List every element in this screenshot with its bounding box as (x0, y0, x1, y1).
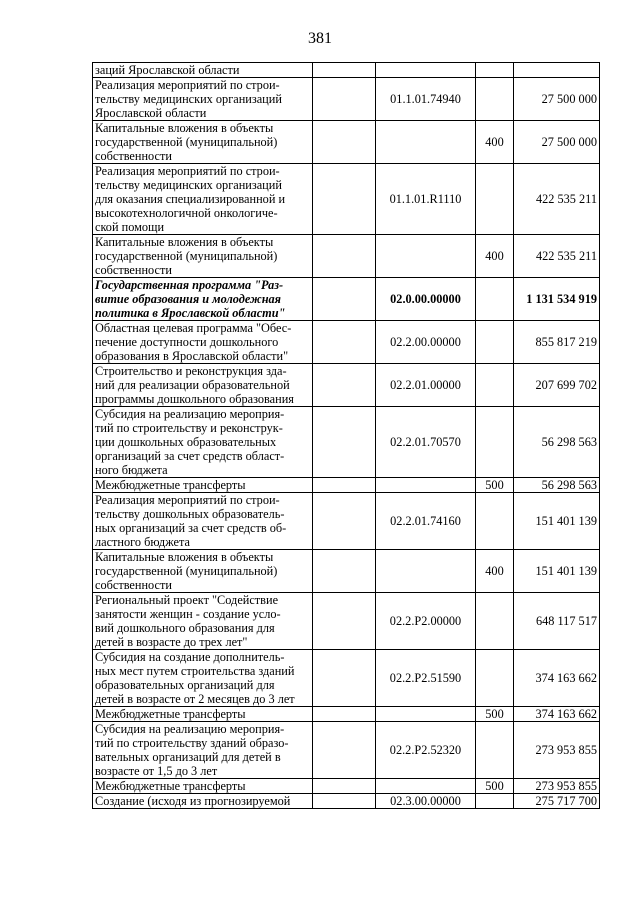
row-amount: 56 298 563 (514, 407, 600, 478)
row-expense-type (476, 407, 514, 478)
row-name-line: вий дошкольного образования для (95, 621, 275, 635)
row-name-line: Межбюджетные трансферты (95, 478, 246, 492)
table-row (93, 78, 600, 121)
row-code (376, 478, 476, 493)
row-name (93, 364, 313, 407)
row-name (93, 278, 313, 321)
row-name (93, 550, 313, 593)
row-code (376, 235, 476, 278)
row-name-line: ных организаций за счет средств об- (95, 521, 287, 535)
row-name-line: тельству дошкольных образователь- (95, 507, 285, 521)
row-name-line: печение доступности дошкольного (95, 335, 279, 349)
table-row (93, 235, 600, 278)
table-row (93, 779, 600, 794)
row-name-line: Субсидия на реализацию мероприя- (95, 722, 285, 736)
row-amount: 27 500 000 (514, 121, 600, 164)
row-code (376, 63, 476, 78)
row-ministry (313, 550, 376, 593)
row-name-line: собственности (95, 263, 172, 277)
row-code: 02.0.00.00000 (376, 278, 476, 321)
row-ministry (313, 779, 376, 794)
row-name-line: Государственная программа "Раз- (95, 278, 284, 292)
row-amount: 855 817 219 (514, 321, 600, 364)
row-amount: 273 953 855 (514, 779, 600, 794)
row-name-line: Строительство и реконструкция зда- (95, 364, 287, 378)
row-expense-type: 400 (476, 550, 514, 593)
row-name-line: Межбюджетные трансферты (95, 779, 246, 793)
row-amount: 27 500 000 (514, 78, 600, 121)
row-name-line: Капитальные вложения в объекты (95, 550, 274, 564)
row-code: 02.2.P2.00000 (376, 593, 476, 650)
row-name-line: Ярославской области (95, 106, 207, 120)
row-name-line: Реализация мероприятий по строи- (95, 78, 280, 92)
row-code: 02.2.01.00000 (376, 364, 476, 407)
row-name-line: организаций за счет средств област- (95, 449, 285, 463)
row-name-line: Региональный проект "Содействие (95, 593, 279, 607)
row-name-line: тельству медицинских организаций (95, 178, 282, 192)
row-amount: 422 535 211 (514, 164, 600, 235)
row-name-line: для оказания специализированной и (95, 192, 286, 206)
row-name-line: Реализация мероприятий по строи- (95, 164, 280, 178)
row-ministry (313, 78, 376, 121)
table-row (93, 493, 600, 550)
row-name-line: собственности (95, 578, 172, 592)
row-ministry (313, 164, 376, 235)
row-expense-type: 500 (476, 478, 514, 493)
row-expense-type (476, 78, 514, 121)
row-name (93, 650, 313, 707)
row-name-line: высокотехнологичной онкологиче- (95, 206, 278, 220)
row-name-line: тий по строительству зданий образо- (95, 736, 289, 750)
table-row (93, 722, 600, 779)
table-row (93, 407, 600, 478)
table-row (93, 794, 600, 809)
table-row (93, 593, 600, 650)
row-ministry (313, 593, 376, 650)
row-ministry (313, 794, 376, 809)
row-name-line: государственной (муниципальной) (95, 249, 278, 263)
row-ministry (313, 650, 376, 707)
row-expense-type: 500 (476, 779, 514, 794)
row-name-line: Создание (исходя из прогнозируемой (95, 794, 291, 808)
row-expense-type (476, 593, 514, 650)
row-code (376, 707, 476, 722)
row-amount: 374 163 662 (514, 650, 600, 707)
row-ministry (313, 493, 376, 550)
table-row (93, 550, 600, 593)
table-row (93, 707, 600, 722)
table-row (93, 164, 600, 235)
row-code (376, 121, 476, 164)
row-name (93, 164, 313, 235)
row-name-line: собственности (95, 149, 172, 163)
row-name (93, 722, 313, 779)
row-name-line: образования в Ярославской области" (95, 349, 289, 363)
row-expense-type (476, 650, 514, 707)
row-code: 01.1.01.R1110 (376, 164, 476, 235)
row-name-line: детей в возрасте от 2 месяцев до 3 лет (95, 692, 295, 706)
row-code: 02.3.00.00000 (376, 794, 476, 809)
row-expense-type (476, 722, 514, 779)
row-code: 02.2.01.74160 (376, 493, 476, 550)
row-name (93, 794, 313, 809)
row-name (93, 593, 313, 650)
row-name-line: государственной (муниципальной) (95, 564, 278, 578)
row-amount: 151 401 139 (514, 493, 600, 550)
row-ministry (313, 364, 376, 407)
row-name-line: тельству медицинских организаций (95, 92, 282, 106)
row-name-line: Капитальные вложения в объекты (95, 121, 274, 135)
row-expense-type (476, 164, 514, 235)
row-name-line: детей в возрасте до трех лет" (95, 635, 248, 649)
row-code: 02.2.00.00000 (376, 321, 476, 364)
budget-table-body (93, 63, 600, 809)
row-amount: 422 535 211 (514, 235, 600, 278)
row-name-line: занятости женщин - создание усло- (95, 607, 281, 621)
row-ministry (313, 722, 376, 779)
row-amount: 207 699 702 (514, 364, 600, 407)
row-name-line: витие образования и молодежная (95, 292, 282, 306)
row-name-line: тий по строительству и реконструк- (95, 421, 283, 435)
table-row (93, 121, 600, 164)
row-name-line: ской помощи (95, 220, 165, 234)
row-expense-type (476, 321, 514, 364)
page-number: 381 (308, 30, 332, 47)
row-name-line: ных мест путем строительства зданий (95, 664, 295, 678)
row-name-line: Субсидия на реализацию мероприя- (95, 407, 285, 421)
row-name-line: образовательных организаций для (95, 678, 275, 692)
row-ministry (313, 235, 376, 278)
row-amount: 1 131 534 919 (514, 278, 600, 321)
row-expense-type (476, 493, 514, 550)
row-code (376, 550, 476, 593)
row-code: 02.2.P2.51590 (376, 650, 476, 707)
row-expense-type (476, 794, 514, 809)
row-name-line: политика в Ярославской области" (95, 306, 286, 320)
row-name-line: ции дошкольных образовательных (95, 435, 277, 449)
row-name (93, 707, 313, 722)
row-ministry (313, 278, 376, 321)
row-ministry (313, 321, 376, 364)
table-row (93, 650, 600, 707)
row-name-line: вательных организаций для детей в (95, 750, 281, 764)
row-ministry (313, 121, 376, 164)
row-expense-type: 400 (476, 121, 514, 164)
row-ministry (313, 63, 376, 78)
row-expense-type (476, 63, 514, 78)
row-expense-type (476, 278, 514, 321)
row-name (93, 235, 313, 278)
row-name (93, 321, 313, 364)
row-name-line: Реализация мероприятий по строи- (95, 493, 280, 507)
row-name-line: Субсидия на создание дополнитель- (95, 650, 285, 664)
row-name (93, 779, 313, 794)
row-code: 01.1.01.74940 (376, 78, 476, 121)
row-ministry (313, 407, 376, 478)
row-expense-type (476, 364, 514, 407)
row-name-line: ного бюджета (95, 463, 168, 477)
row-name (93, 121, 313, 164)
row-name-line: возрасте от 1,5 до 3 лет (95, 764, 218, 778)
row-name-line: заций Ярославской области (95, 63, 240, 77)
row-name-line: Капитальные вложения в объекты (95, 235, 274, 249)
table-row (93, 364, 600, 407)
table-row (93, 278, 600, 321)
row-name-line: ластного бюджета (95, 535, 190, 549)
row-name-line: государственной (муниципальной) (95, 135, 278, 149)
row-name-line: ний для реализации образовательной (95, 378, 290, 392)
row-amount: 56 298 563 (514, 478, 600, 493)
table-row (93, 478, 600, 493)
row-name (93, 63, 313, 78)
row-amount: 648 117 517 (514, 593, 600, 650)
row-code (376, 779, 476, 794)
row-name-line: Межбюджетные трансферты (95, 707, 246, 721)
row-amount: 151 401 139 (514, 550, 600, 593)
row-amount: 273 953 855 (514, 722, 600, 779)
row-code: 02.2.P2.52320 (376, 722, 476, 779)
row-name (93, 493, 313, 550)
row-ministry (313, 707, 376, 722)
row-ministry (313, 478, 376, 493)
row-code: 02.2.01.70570 (376, 407, 476, 478)
table-row (93, 63, 600, 78)
row-name (93, 78, 313, 121)
row-expense-type: 400 (476, 235, 514, 278)
row-name-line: программы дошкольного образования (95, 392, 294, 406)
table-row (93, 321, 600, 364)
row-name-line: Областная целевая программа "Обес- (95, 321, 292, 335)
row-name (93, 407, 313, 478)
row-amount: 374 163 662 (514, 707, 600, 722)
row-amount (514, 63, 600, 78)
row-amount: 275 717 700 (514, 794, 600, 809)
budget-table (92, 62, 600, 809)
row-expense-type: 500 (476, 707, 514, 722)
row-name (93, 478, 313, 493)
